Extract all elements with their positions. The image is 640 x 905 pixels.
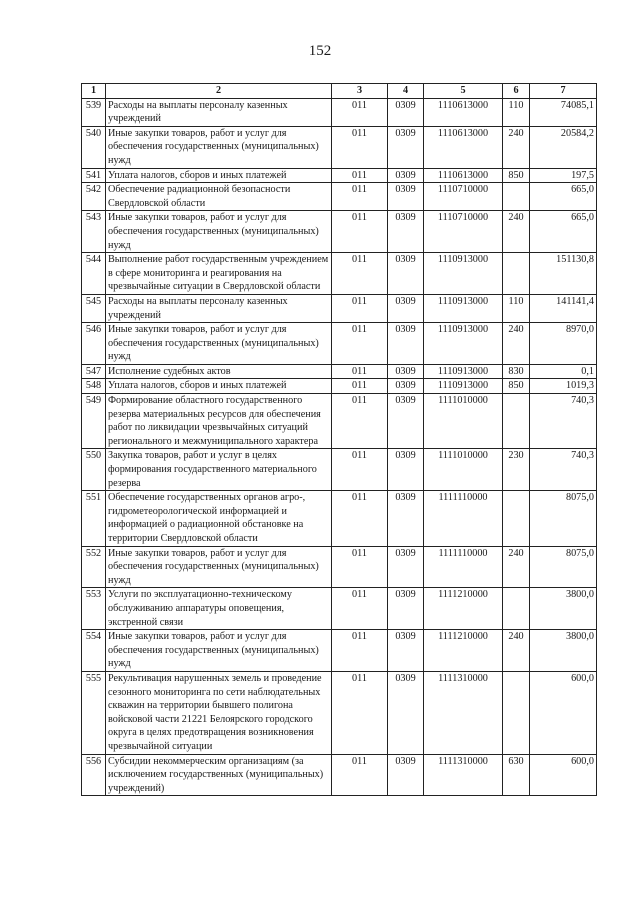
table-row bbox=[82, 211, 597, 253]
target-article-code: 1111210000 bbox=[424, 630, 503, 672]
row-number: 544 bbox=[82, 253, 106, 295]
target-article-code: 1110913000 bbox=[424, 323, 503, 365]
target-article-code: 1111110000 bbox=[424, 546, 503, 588]
column-header: 2 bbox=[106, 84, 332, 99]
expense-name: Иные закупки товаров, работ и услуг для обеспечения государственных (муниципальных) нужд bbox=[106, 211, 332, 253]
amount: 665,0 bbox=[530, 211, 597, 253]
column-header: 3 bbox=[332, 84, 388, 99]
expense-name: Иные закупки товаров, работ и услуг для обеспечения государственных (муниципальных) нужд bbox=[106, 323, 332, 365]
target-article-code: 1110613000 bbox=[424, 168, 503, 183]
amount: 8970,0 bbox=[530, 323, 597, 365]
expense-type-code: 240 bbox=[503, 546, 530, 588]
table-row bbox=[82, 546, 597, 588]
expense-type-code bbox=[503, 183, 530, 211]
expense-name: Субсидии некоммерческим организациям (за исключением государственных (муниципальных) учреждений) bbox=[106, 754, 332, 796]
amount: 20584,2 bbox=[530, 126, 597, 168]
department-code: 011 bbox=[332, 323, 388, 365]
target-article-code: 1111310000 bbox=[424, 671, 503, 754]
department-code: 011 bbox=[332, 491, 388, 546]
section-code: 0309 bbox=[388, 126, 424, 168]
department-code: 011 bbox=[332, 98, 388, 126]
expense-type-code: 230 bbox=[503, 449, 530, 491]
row-number: 546 bbox=[82, 323, 106, 365]
expense-name: Услуги по эксплуатационно-техническому обслуживанию аппаратуры оповещения, экстренной связи bbox=[106, 588, 332, 630]
amount: 197,5 bbox=[530, 168, 597, 183]
table-row bbox=[82, 364, 597, 379]
table-row bbox=[82, 449, 597, 491]
section-code: 0309 bbox=[388, 323, 424, 365]
row-number: 554 bbox=[82, 630, 106, 672]
expense-type-code: 850 bbox=[503, 379, 530, 394]
department-code: 011 bbox=[332, 126, 388, 168]
row-number: 551 bbox=[82, 491, 106, 546]
amount: 1019,3 bbox=[530, 379, 597, 394]
row-number: 556 bbox=[82, 754, 106, 796]
expense-type-code: 110 bbox=[503, 294, 530, 322]
department-code: 011 bbox=[332, 630, 388, 672]
expense-name: Иные закупки товаров, работ и услуг для обеспечения государственных (муниципальных) нужд bbox=[106, 630, 332, 672]
table-row bbox=[82, 294, 597, 322]
expense-type-code bbox=[503, 253, 530, 295]
row-number: 552 bbox=[82, 546, 106, 588]
amount: 3800,0 bbox=[530, 630, 597, 672]
section-code: 0309 bbox=[388, 168, 424, 183]
expense-type-code bbox=[503, 394, 530, 449]
row-number: 541 bbox=[82, 168, 106, 183]
target-article-code: 1111210000 bbox=[424, 588, 503, 630]
target-article-code: 1110710000 bbox=[424, 183, 503, 211]
expense-name: Расходы на выплаты персоналу казенных учреждений bbox=[106, 294, 332, 322]
column-header: 5 bbox=[424, 84, 503, 99]
table-row bbox=[82, 253, 597, 295]
amount: 74085,1 bbox=[530, 98, 597, 126]
section-code: 0309 bbox=[388, 253, 424, 295]
department-code: 011 bbox=[332, 364, 388, 379]
row-number: 550 bbox=[82, 449, 106, 491]
expense-type-code: 630 bbox=[503, 754, 530, 796]
amount: 600,0 bbox=[530, 754, 597, 796]
expense-name: Формирование областного государственного резерва материальных ресурсов для обеспечения работ по ликвидации чрезвычайных ситуаций регионального и межмуниципального характера bbox=[106, 394, 332, 449]
table-row bbox=[82, 126, 597, 168]
expense-name: Уплата налогов, сборов и иных платежей bbox=[106, 168, 332, 183]
department-code: 011 bbox=[332, 671, 388, 754]
department-code: 011 bbox=[332, 253, 388, 295]
section-code: 0309 bbox=[388, 671, 424, 754]
amount: 600,0 bbox=[530, 671, 597, 754]
section-code: 0309 bbox=[388, 491, 424, 546]
expense-type-code bbox=[503, 671, 530, 754]
table-row bbox=[82, 323, 597, 365]
target-article-code: 1110913000 bbox=[424, 379, 503, 394]
section-code: 0309 bbox=[388, 449, 424, 491]
department-code: 011 bbox=[332, 546, 388, 588]
row-number: 543 bbox=[82, 211, 106, 253]
expense-name: Исполнение судебных актов bbox=[106, 364, 332, 379]
amount: 740,3 bbox=[530, 394, 597, 449]
budget-table bbox=[81, 83, 597, 796]
department-code: 011 bbox=[332, 183, 388, 211]
expense-type-code: 850 bbox=[503, 168, 530, 183]
target-article-code: 1110710000 bbox=[424, 211, 503, 253]
department-code: 011 bbox=[332, 379, 388, 394]
expense-name: Обеспечение радиационной безопасности Свердловской области bbox=[106, 183, 332, 211]
section-code: 0309 bbox=[388, 183, 424, 211]
table-row bbox=[82, 394, 597, 449]
expense-type-code: 240 bbox=[503, 323, 530, 365]
column-header: 6 bbox=[503, 84, 530, 99]
target-article-code: 1111310000 bbox=[424, 754, 503, 796]
table-row bbox=[82, 98, 597, 126]
department-code: 011 bbox=[332, 294, 388, 322]
amount: 0,1 bbox=[530, 364, 597, 379]
column-header: 7 bbox=[530, 84, 597, 99]
expense-name: Расходы на выплаты персоналу казенных учреждений bbox=[106, 98, 332, 126]
department-code: 011 bbox=[332, 754, 388, 796]
table-row bbox=[82, 379, 597, 394]
section-code: 0309 bbox=[388, 211, 424, 253]
table-row bbox=[82, 491, 597, 546]
expense-name: Рекультивация нарушенных земель и проведение сезонного мониторинга по сети наблюдательных скважин на территории бывшего полигона войсковой части 21221 Белоярского городского округа в целях предотвращения возникновения чрезвычайной ситуации bbox=[106, 671, 332, 754]
row-number: 553 bbox=[82, 588, 106, 630]
target-article-code: 1110913000 bbox=[424, 253, 503, 295]
expense-type-code: 240 bbox=[503, 211, 530, 253]
target-article-code: 1110913000 bbox=[424, 294, 503, 322]
department-code: 011 bbox=[332, 449, 388, 491]
expense-name: Иные закупки товаров, работ и услуг для обеспечения государственных (муниципальных) нужд bbox=[106, 546, 332, 588]
expense-name: Обеспечение государственных органов агро-, гидрометеорологической информацией и информацией о радиационной обстановке на территории Свердловской области bbox=[106, 491, 332, 546]
section-code: 0309 bbox=[388, 294, 424, 322]
amount: 3800,0 bbox=[530, 588, 597, 630]
row-number: 549 bbox=[82, 394, 106, 449]
row-number: 540 bbox=[82, 126, 106, 168]
section-code: 0309 bbox=[388, 394, 424, 449]
expense-name: Закупка товаров, работ и услуг в целях формирования государственного материального резерва bbox=[106, 449, 332, 491]
expense-type-code bbox=[503, 491, 530, 546]
expense-type-code: 240 bbox=[503, 630, 530, 672]
section-code: 0309 bbox=[388, 630, 424, 672]
target-article-code: 1111110000 bbox=[424, 491, 503, 546]
row-number: 555 bbox=[82, 671, 106, 754]
amount: 665,0 bbox=[530, 183, 597, 211]
table-row bbox=[82, 168, 597, 183]
expense-type-code: 110 bbox=[503, 98, 530, 126]
department-code: 011 bbox=[332, 394, 388, 449]
target-article-code: 1111010000 bbox=[424, 394, 503, 449]
department-code: 011 bbox=[332, 588, 388, 630]
table-row bbox=[82, 630, 597, 672]
table-row bbox=[82, 183, 597, 211]
section-code: 0309 bbox=[388, 588, 424, 630]
department-code: 011 bbox=[332, 168, 388, 183]
page-number: 152 bbox=[308, 43, 332, 59]
target-article-code: 1110613000 bbox=[424, 126, 503, 168]
section-code: 0309 bbox=[388, 546, 424, 588]
column-header: 4 bbox=[388, 84, 424, 99]
table-row bbox=[82, 671, 597, 754]
amount: 8075,0 bbox=[530, 491, 597, 546]
target-article-code: 1110613000 bbox=[424, 98, 503, 126]
expense-name: Уплата налогов, сборов и иных платежей bbox=[106, 379, 332, 394]
expense-type-code: 240 bbox=[503, 126, 530, 168]
expense-name: Выполнение работ государственным учреждением в сфере мониторинга и реагирования на чрезвычайные ситуации в Свердловской области bbox=[106, 253, 332, 295]
row-number: 545 bbox=[82, 294, 106, 322]
row-number: 539 bbox=[82, 98, 106, 126]
column-header: 1 bbox=[82, 84, 106, 99]
expense-type-code bbox=[503, 588, 530, 630]
section-code: 0309 bbox=[388, 754, 424, 796]
row-number: 548 bbox=[82, 379, 106, 394]
table-row bbox=[82, 754, 597, 796]
amount: 141141,4 bbox=[530, 294, 597, 322]
target-article-code: 1111010000 bbox=[424, 449, 503, 491]
section-code: 0309 bbox=[388, 98, 424, 126]
row-number: 542 bbox=[82, 183, 106, 211]
amount: 8075,0 bbox=[530, 546, 597, 588]
expense-type-code: 830 bbox=[503, 364, 530, 379]
target-article-code: 1110913000 bbox=[424, 364, 503, 379]
section-code: 0309 bbox=[388, 364, 424, 379]
amount: 151130,8 bbox=[530, 253, 597, 295]
column-header-row bbox=[82, 84, 597, 99]
amount: 740,3 bbox=[530, 449, 597, 491]
expense-name: Иные закупки товаров, работ и услуг для обеспечения государственных (муниципальных) нужд bbox=[106, 126, 332, 168]
section-code: 0309 bbox=[388, 379, 424, 394]
department-code: 011 bbox=[332, 211, 388, 253]
table-row bbox=[82, 588, 597, 630]
row-number: 547 bbox=[82, 364, 106, 379]
